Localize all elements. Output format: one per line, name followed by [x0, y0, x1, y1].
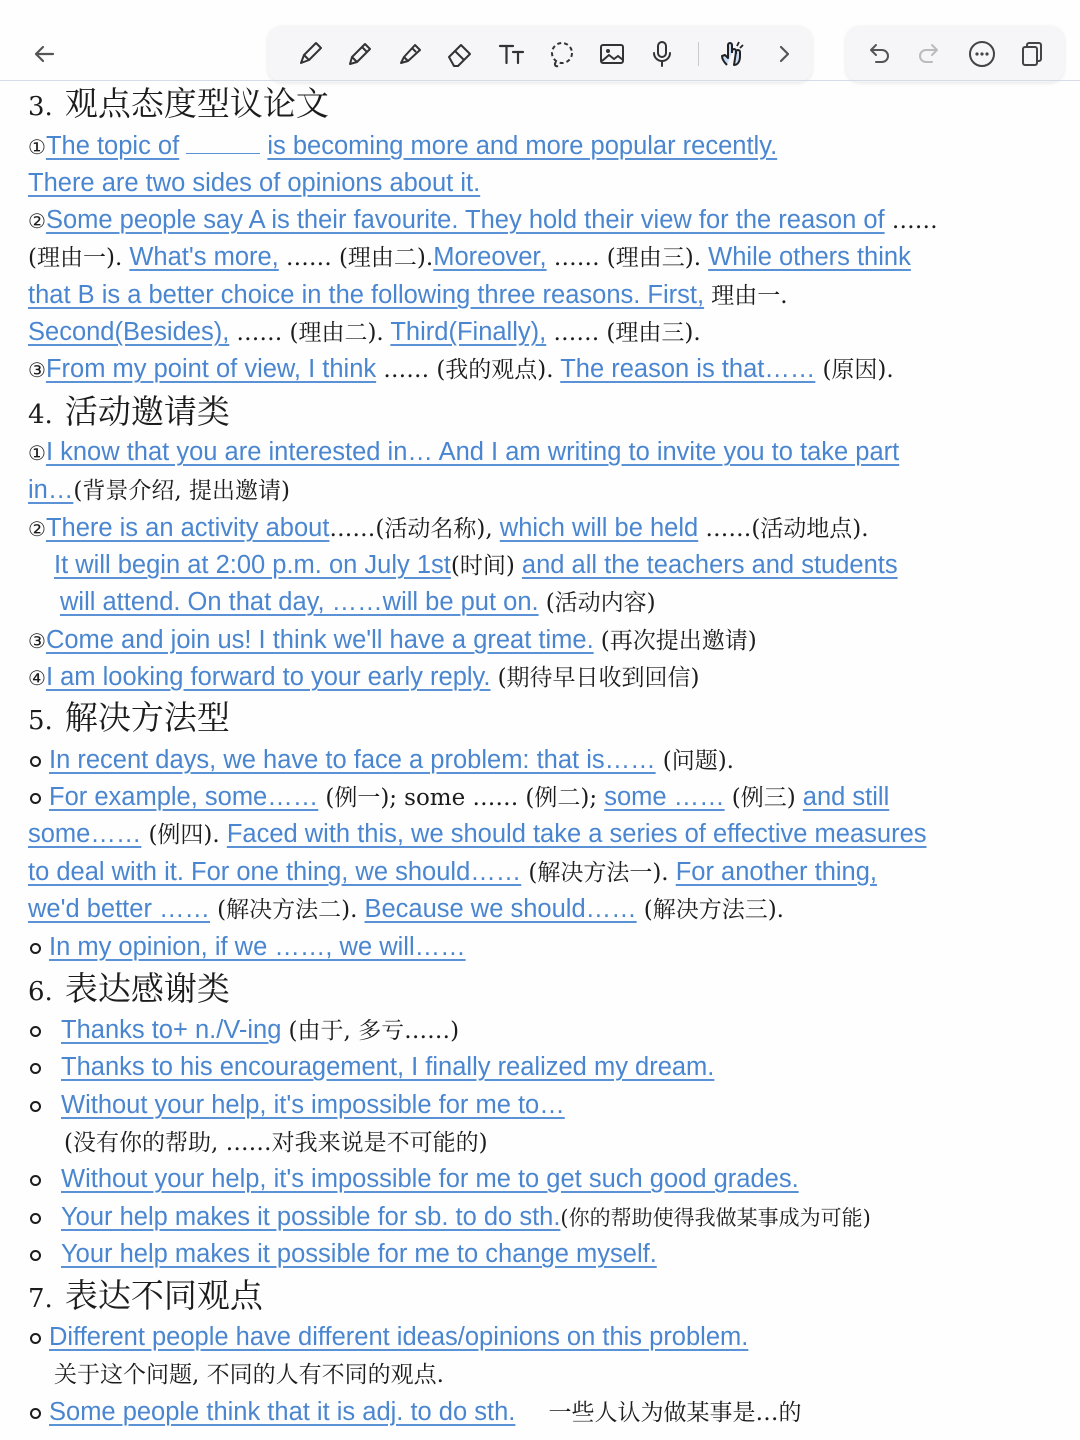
- note-text: Some people think that it is adj. to do sth.: [49, 1398, 516, 1426]
- note-text: we'd better ……: [28, 895, 211, 923]
- handwritten-note: (理由三).: [606, 320, 701, 346]
- handwritten-note: (问题).: [662, 748, 734, 774]
- handwritten-note: (理由一).: [28, 245, 123, 271]
- note-line: [28, 1394, 1050, 1432]
- note-text: While others think: [708, 243, 911, 271]
- bullet-icon: [30, 756, 41, 767]
- handwritten-note: (例一);: [325, 785, 398, 811]
- section-title: 表达感谢类: [64, 969, 230, 1008]
- section-heading-4: [28, 390, 1050, 437]
- note-text: The topic of: [45, 132, 180, 160]
- bullet-icon: [30, 793, 41, 804]
- list-marker: ①: [28, 135, 46, 159]
- note-line: [28, 239, 1050, 277]
- note-text: in…: [28, 476, 74, 504]
- note-line: [28, 622, 1050, 660]
- note-text: Faced with this, we should take a series of effective measures: [226, 820, 927, 848]
- note-text: In recent days, we have to face a problem: that is……: [49, 746, 656, 774]
- bullet-icon: [30, 1213, 41, 1224]
- note-line: [64, 1124, 1050, 1162]
- note-line: [54, 1356, 1050, 1394]
- note-text: Some people say A is their favourite. They hold their view for the reason of: [45, 206, 885, 234]
- handwritten-note: 理由一.: [711, 283, 788, 309]
- note-page[interactable]: [0, 84, 1080, 1440]
- note-text: Your help makes it possible for sb. to do sth.: [61, 1203, 561, 1231]
- note-text: Come and join us! I think we'll have a great time.: [45, 626, 594, 654]
- note-line: [28, 1236, 1050, 1273]
- pen-icon[interactable]: [288, 32, 332, 76]
- section-number: 7.: [28, 1284, 53, 1314]
- handwritten-note: some: [404, 785, 466, 811]
- note-line: [28, 1087, 1050, 1124]
- handwritten-note: (例三): [731, 785, 796, 811]
- handwritten-note: (你的帮助使得我做某事成为可能): [560, 1206, 871, 1230]
- note-text: Moreover,: [433, 243, 547, 271]
- handwritten-note: (背景介绍, 提出邀请): [73, 478, 290, 504]
- pages-icon[interactable]: [1010, 32, 1054, 76]
- note-text: There are two sides of opinions about it.: [28, 169, 481, 197]
- section-heading-6: [28, 967, 1050, 1014]
- handwritten-note: ……: [236, 320, 283, 346]
- note-line: [28, 742, 1050, 780]
- handwritten-note: (理由二).: [338, 245, 434, 271]
- note-text: which will be held: [499, 514, 699, 542]
- bullet-icon: [30, 1026, 41, 1037]
- handwritten-note: (例二);: [525, 785, 598, 811]
- section-title: 观点态度型议论文: [64, 84, 329, 123]
- note-line: [28, 659, 1050, 697]
- handwritten-note: (没有你的帮助, ……对我来说是不可能的): [64, 1130, 488, 1156]
- note-line: [28, 1199, 1050, 1237]
- fill-blank: [186, 133, 260, 154]
- note-text: some……: [28, 820, 142, 848]
- image-icon[interactable]: [590, 32, 634, 76]
- note-line: [28, 929, 1050, 966]
- highlighter-icon[interactable]: [388, 32, 432, 76]
- section-number: 6.: [28, 977, 53, 1007]
- handwritten-note: (理由二).: [289, 320, 384, 346]
- back-arrow-icon[interactable]: [22, 32, 66, 76]
- handwritten-note: (解决方法三).: [643, 897, 784, 923]
- handwritten-note: (我的观点).: [436, 357, 554, 383]
- note-line: [28, 510, 1050, 548]
- note-text: some ……: [604, 783, 725, 811]
- note-text: In my opinion, if we ……, we will……: [49, 933, 466, 961]
- top-toolbar: [0, 0, 1080, 84]
- section-heading-7: [28, 1274, 1050, 1321]
- note-line: [28, 1012, 1050, 1050]
- bullet-icon: [30, 1408, 41, 1419]
- note-line: [28, 1049, 1050, 1086]
- handwritten-note: ……: [553, 245, 600, 271]
- note-text: There is an activity about: [45, 514, 330, 542]
- note-line: [28, 854, 1050, 892]
- note-text: I know that you are interested in… And I am writing to invite you to take part: [45, 438, 900, 466]
- note-text: Second(Besides),: [28, 318, 230, 346]
- handwritten-note: (理由三).: [606, 245, 702, 271]
- note-text: It will begin at 2:00 p.m. on July 1st: [54, 551, 451, 579]
- handwritten-note: ……: [285, 245, 332, 271]
- note-line: [28, 891, 1050, 929]
- bullet-icon: [30, 1333, 41, 1344]
- handwritten-note: (解决方法二).: [217, 897, 358, 923]
- section-number: 3.: [28, 92, 53, 122]
- handwritten-note: ……: [472, 785, 519, 811]
- bullet-icon: [30, 1063, 41, 1074]
- note-line: [28, 202, 1050, 240]
- note-text: What's more,: [129, 243, 279, 271]
- note-text: The reason is that……: [560, 355, 816, 383]
- handwritten-note: ……(活动名称),: [329, 516, 493, 542]
- note-line: [60, 584, 1050, 622]
- handwritten-note: 关于这个问题, 不同的人有不同的观点.: [54, 1362, 444, 1388]
- note-text: Because we should……: [364, 895, 637, 923]
- note-text: is becoming more and more popular recently.: [267, 132, 778, 160]
- handwritten-note: (由于, 多亏……): [288, 1018, 460, 1044]
- handwritten-note: (期待早日收到回信): [497, 665, 700, 691]
- bullet-icon: [30, 1101, 41, 1112]
- handwritten-note: 一些人认为做某事是…的: [548, 1400, 802, 1426]
- redo-icon[interactable]: [908, 32, 952, 76]
- eraser-icon[interactable]: [438, 32, 482, 76]
- chevron-right-icon[interactable]: [762, 32, 806, 76]
- section-heading-5: [28, 696, 1050, 743]
- bullet-icon: [30, 943, 41, 954]
- handwritten-note: ……: [891, 208, 938, 234]
- note-text: and all the teachers and students: [521, 551, 898, 579]
- handwritten-note: ……(活动地点).: [705, 516, 869, 542]
- toolbar-separator: [698, 42, 699, 66]
- section-number: 4.: [28, 400, 53, 430]
- note-line: [28, 128, 1050, 166]
- section-title: 表达不同观点: [64, 1276, 263, 1315]
- note-text: that B is a better choice in the following three reasons. First,: [28, 281, 705, 309]
- text-icon[interactable]: [490, 32, 534, 76]
- note-text: Third(Finally),: [390, 318, 547, 346]
- note-text: From my point of view, I think: [45, 355, 377, 383]
- microphone-icon[interactable]: [640, 32, 684, 76]
- list-marker: ②: [28, 517, 46, 541]
- handwritten-note: (时间): [450, 553, 515, 579]
- note-line: [28, 472, 1050, 510]
- note-line: [28, 351, 1050, 389]
- bullet-icon: [30, 1250, 41, 1261]
- list-marker: ①: [28, 441, 46, 465]
- handwritten-note: (例四).: [148, 822, 220, 848]
- handwritten-note: (活动内容): [545, 590, 656, 616]
- note-text: and still: [802, 783, 890, 811]
- section-title: 活动邀请类: [64, 392, 230, 431]
- handwritten-note: ……: [553, 320, 600, 346]
- list-marker: ④: [28, 666, 46, 690]
- note-line: [28, 314, 1050, 352]
- note-text: I am looking forward to your early reply.: [45, 663, 491, 691]
- section-number: 5.: [28, 706, 53, 736]
- pencil-icon[interactable]: [338, 32, 382, 76]
- note-text: Thanks to his encouragement, I finally realized my dream.: [61, 1053, 715, 1081]
- section-heading-3: [28, 82, 1050, 129]
- note-text: Without your help, it's impossible for me to get such good grades.: [61, 1165, 799, 1193]
- note-line: [28, 165, 1050, 202]
- handwritten-note: (解决方法一).: [528, 860, 669, 886]
- note-line: [28, 779, 1050, 817]
- note-line: [28, 277, 1050, 315]
- hand-touch-icon[interactable]: [710, 32, 754, 76]
- note-text: For example, some……: [49, 783, 319, 811]
- section-title: 解决方法型: [64, 698, 230, 737]
- note-text: Without your help, it's impossible for me to…: [61, 1091, 565, 1119]
- handwritten-note: (再次提出邀请): [600, 628, 757, 654]
- list-marker: ③: [28, 358, 46, 382]
- note-text: will attend. On that day, ……will be put on.: [60, 588, 539, 616]
- note-line: [28, 1319, 1050, 1356]
- note-line: [28, 434, 1050, 472]
- note-text: Your help makes it possible for me to change myself.: [61, 1240, 657, 1268]
- note-text: For another thing,: [675, 858, 878, 886]
- undo-icon[interactable]: [856, 32, 900, 76]
- note-line: [54, 547, 1050, 585]
- list-marker: ②: [28, 209, 46, 233]
- note-text: to deal with it. For one thing, we should……: [28, 858, 522, 886]
- bullet-icon: [30, 1175, 41, 1186]
- note-line: [28, 1161, 1050, 1198]
- lasso-icon[interactable]: [540, 32, 584, 76]
- list-marker: ③: [28, 629, 46, 653]
- note-text: Different people have different ideas/opinions on this problem.: [49, 1323, 749, 1351]
- handwritten-note: ……: [383, 357, 430, 383]
- toolbar-divider: [0, 80, 1080, 81]
- handwritten-note: (原因).: [822, 357, 894, 383]
- note-line: [28, 816, 1050, 854]
- more-icon[interactable]: [960, 32, 1004, 76]
- note-text: Thanks to+ n./V-ing: [61, 1016, 282, 1044]
